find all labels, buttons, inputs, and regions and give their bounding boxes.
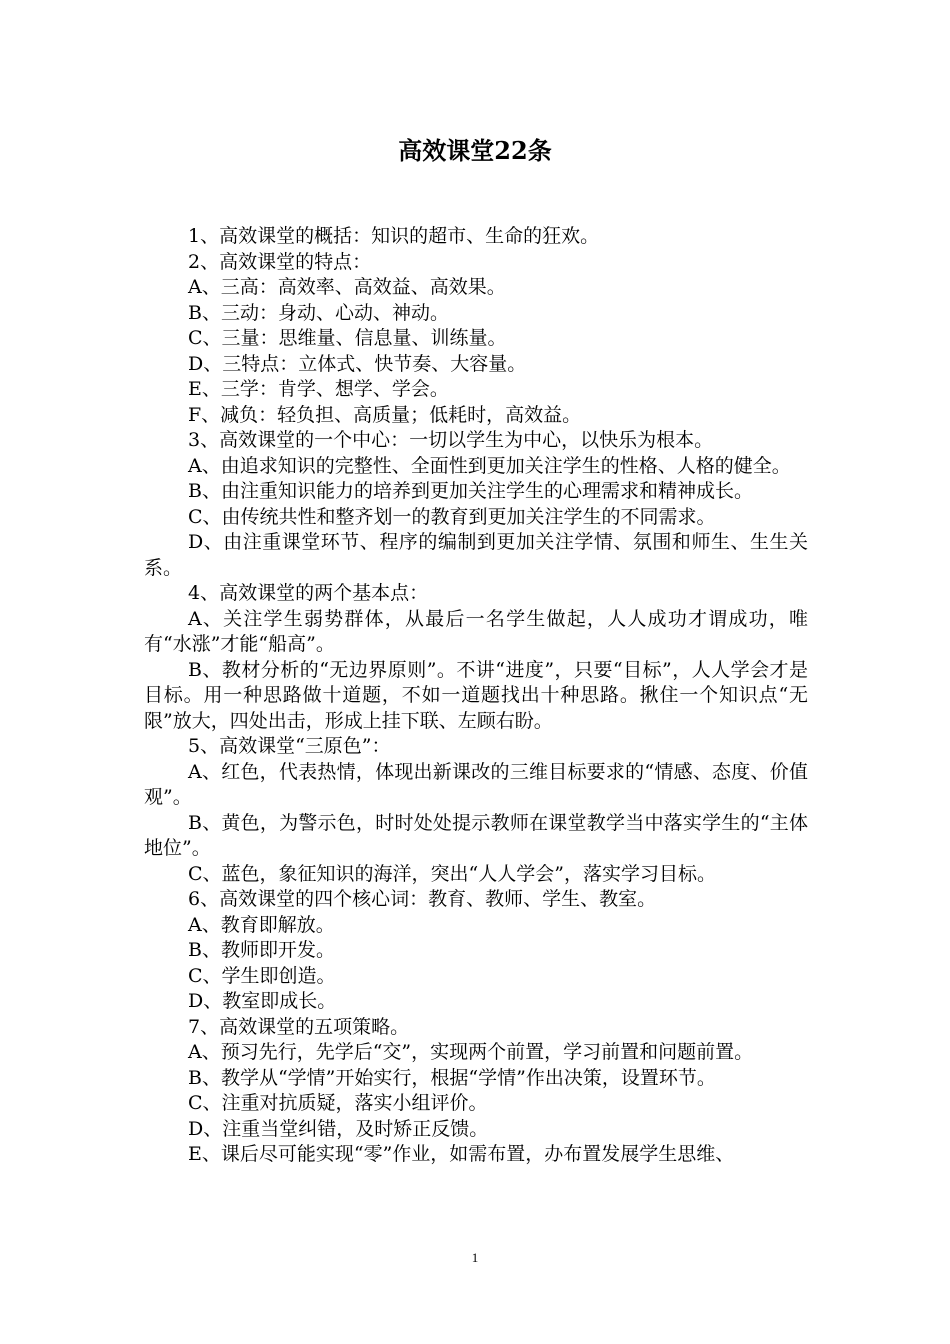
paragraph: E、三学：肯学、想学、学会。 xyxy=(188,378,449,400)
document-title: 高效课堂22条 xyxy=(398,136,552,165)
paragraph: B、黄色，为警示色，时时处处提示教师在课堂教学当中落实学生的“主体地位”。 xyxy=(144,811,808,859)
paragraph: D、教室即成长。 xyxy=(188,990,337,1012)
paragraph: A、三高：高效率、高效益、高效果。 xyxy=(188,276,506,298)
paragraph: A、预习先行，先学后“交”，实现两个前置，学习前置和问题前置。 xyxy=(188,1041,754,1063)
paragraph: B、教材分析的“无边界原则”。不讲“进度”，只要“目标”，人人学会才是目标。用一种思路做十道题，不如一道题找出十种思路。揪住一个知识点“无限”放大，四处出击，形成上挂下联、左顾右盼。 xyxy=(144,658,808,732)
paragraph: F、减负：轻负担、高质量；低耗时，高效益。 xyxy=(188,403,582,426)
paragraph: E、课后尽可能实现“零”作业，如需布置，办布置发展学生思维、 xyxy=(188,1143,735,1165)
page-number: 1 xyxy=(471,1250,479,1265)
paragraph: D、由注重课堂环节、程序的编制到更加关注学情、氛围和师生、生生关系。 xyxy=(144,531,808,579)
paragraph: C、三量：思维量、信息量、训练量。 xyxy=(188,327,507,349)
paragraph: A、由追求知识的完整性、全面性到更加关注学生的性格、人格的健全。 xyxy=(188,454,791,477)
paragraph: D、注重当堂纠错，及时矫正反馈。 xyxy=(188,1117,489,1140)
paragraph: C、注重对抗质疑，落实小组评价。 xyxy=(188,1092,488,1114)
paragraph: A、关注学生弱势群体，从最后一名学生做起，人人成功才谓成功，唯有“水涨”才能“船高”。 xyxy=(144,607,808,655)
paragraph: B、教师即开发。 xyxy=(188,939,335,961)
paragraph: C、由传统共性和整齐划一的教育到更加关注学生的不同需求。 xyxy=(188,505,716,528)
paragraph: B、教学从“学情”开始实行，根据“学情”作出决策，设置环节。 xyxy=(188,1066,716,1089)
paragraph: 5、高效课堂“三原色”： xyxy=(188,735,391,757)
paragraph: A、教育即解放。 xyxy=(188,913,335,936)
paragraph: A、红色，代表热情，体现出新课改的三维目标要求的“情感、态度、价值观”。 xyxy=(144,760,808,808)
paragraph: 1、高效课堂的概括：知识的超市、生命的狂欢。 xyxy=(188,225,600,247)
paragraph: C、蓝色，象征知识的海洋，突出“人人学会”，落实学习目标。 xyxy=(188,862,716,885)
paragraph: D、三特点：立体式、快节奏、大容量。 xyxy=(188,352,527,375)
paragraph: 6、高效课堂的四个核心词：教育、教师、学生、教室。 xyxy=(188,888,657,910)
paragraph: 7、高效课堂的五项策略。 xyxy=(188,1015,410,1038)
document-body xyxy=(144,224,808,1168)
paragraph: B、三动：身动、心动、神动。 xyxy=(188,301,449,324)
paragraph: 3、高效课堂的一个中心：一切以学生为中心，以快乐为根本。 xyxy=(188,429,714,451)
paragraph: 4、高效课堂的两个基本点： xyxy=(188,582,429,604)
paragraph: 2、高效课堂的特点： xyxy=(188,250,372,273)
paragraph: B、由注重知识能力的培养到更加关注学生的心理需求和精神成长。 xyxy=(188,480,753,502)
paragraph: C、学生即创造。 xyxy=(188,964,336,987)
